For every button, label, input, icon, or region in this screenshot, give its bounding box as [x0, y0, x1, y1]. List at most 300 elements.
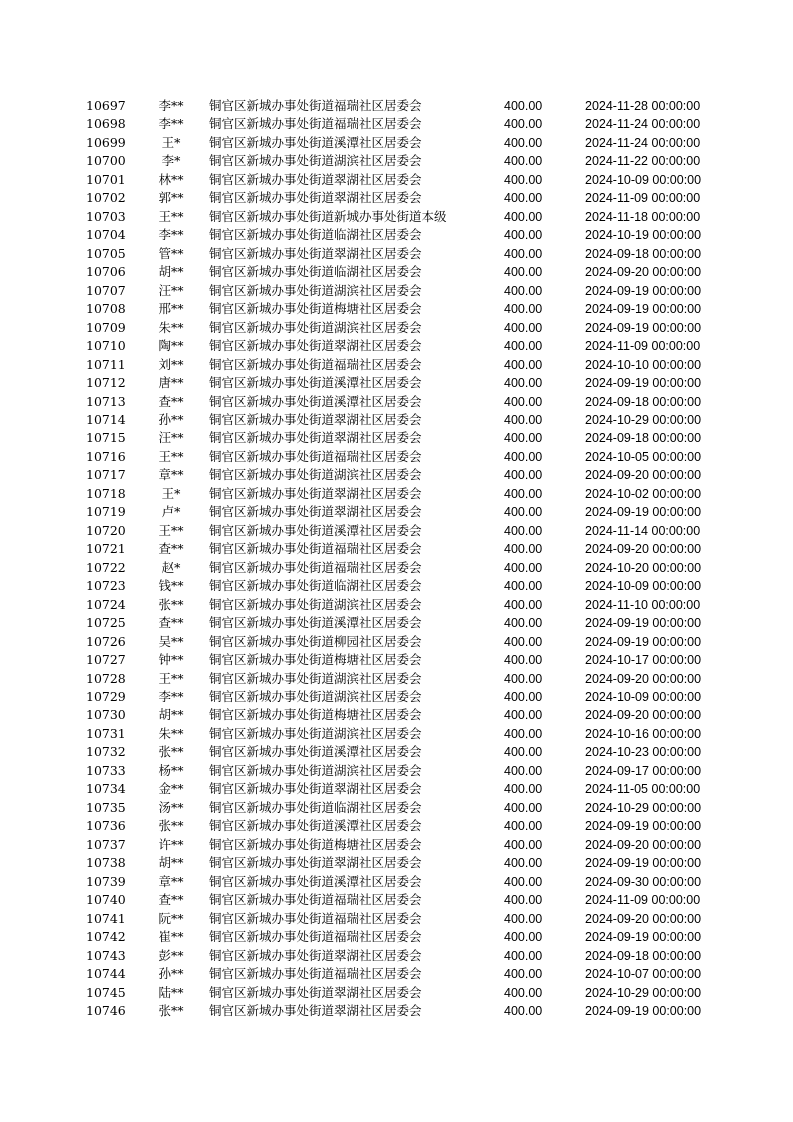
amount: 400.00 — [504, 246, 543, 261]
amount: 400.00 — [504, 653, 543, 668]
date: 2024-11-24 00:00:00 — [585, 135, 701, 150]
record-id: 10725 — [86, 615, 126, 631]
amount: 400.00 — [504, 376, 543, 391]
person-name: 杨** — [158, 762, 184, 778]
person-name: 王** — [158, 208, 184, 224]
record-id: 10700 — [86, 153, 126, 169]
person-name: 汪** — [158, 430, 184, 446]
date: 2024-10-09 00:00:00 — [585, 172, 702, 187]
table-row — [0, 319, 793, 337]
amount: 400.00 — [504, 283, 543, 298]
person-name: 阮** — [158, 910, 184, 926]
table-row — [0, 706, 793, 724]
date: 2024-11-14 00:00:00 — [585, 523, 701, 538]
person-name: 查** — [158, 541, 184, 557]
table-row — [0, 651, 793, 669]
person-name: 朱** — [158, 319, 184, 335]
amount: 400.00 — [504, 579, 543, 594]
amount: 400.00 — [504, 782, 543, 797]
person-name: 胡** — [158, 855, 184, 871]
amount: 400.00 — [504, 967, 543, 982]
community-organization: 铜官区新城办事处街道翠湖社区居委会 — [209, 855, 422, 871]
date: 2024-10-07 00:00:00 — [585, 967, 702, 982]
record-id: 10737 — [86, 836, 126, 852]
community-organization: 铜官区新城办事处街道梅塘社区居委会 — [209, 301, 422, 317]
amount: 400.00 — [504, 874, 543, 889]
community-organization: 铜官区新城办事处街道福瑞社区居委会 — [209, 541, 422, 557]
amount: 400.00 — [504, 819, 543, 834]
community-organization: 铜官区新城办事处街道溪潭社区居委会 — [209, 522, 422, 538]
community-organization: 铜官区新城办事处街道翠湖社区居委会 — [209, 504, 422, 520]
table-row — [0, 522, 793, 540]
record-id: 10708 — [86, 301, 126, 317]
table-row — [0, 614, 793, 632]
community-organization: 铜官区新城办事处街道翠湖社区居委会 — [209, 485, 422, 501]
amount: 400.00 — [504, 930, 543, 945]
person-name: 钱** — [158, 578, 184, 594]
community-organization: 铜官区新城办事处街道翠湖社区居委会 — [209, 411, 422, 427]
date: 2024-09-19 00:00:00 — [585, 819, 702, 834]
amount: 400.00 — [504, 486, 543, 501]
community-organization: 铜官区新城办事处街道翠湖社区居委会 — [209, 947, 422, 963]
table-row — [0, 947, 793, 965]
community-organization: 铜官区新城办事处街道梅塘社区居委会 — [209, 652, 422, 668]
person-name: 王** — [158, 670, 184, 686]
community-organization: 铜官区新城办事处街道福瑞社区居委会 — [209, 910, 422, 926]
record-id: 10744 — [86, 966, 126, 982]
community-organization: 铜官区新城办事处街道溪潭社区居委会 — [209, 744, 422, 760]
table-row — [0, 503, 793, 521]
amount: 400.00 — [504, 505, 543, 520]
person-name: 陆** — [158, 984, 184, 1000]
community-organization: 铜官区新城办事处街道翠湖社区居委会 — [209, 1002, 422, 1018]
date: 2024-09-19 00:00:00 — [585, 283, 702, 298]
table-row — [0, 891, 793, 909]
table-row — [0, 448, 793, 466]
community-organization: 铜官区新城办事处街道临湖社区居委会 — [209, 799, 422, 815]
date: 2024-10-16 00:00:00 — [585, 726, 702, 741]
person-name: 邢** — [158, 301, 184, 317]
table-row — [0, 780, 793, 798]
community-organization: 铜官区新城办事处街道翠湖社区居委会 — [209, 245, 422, 261]
community-organization: 铜官区新城办事处街道福瑞社区居委会 — [209, 116, 422, 132]
person-name: 李** — [158, 689, 184, 704]
record-id: 10710 — [86, 338, 126, 354]
person-name: 李** — [158, 98, 184, 113]
community-organization: 铜官区新城办事处街道湖滨社区居委会 — [209, 762, 422, 778]
person-name: 吴** — [158, 633, 184, 649]
amount: 400.00 — [504, 634, 543, 649]
table-row — [0, 282, 793, 300]
amount: 400.00 — [504, 690, 543, 704]
community-organization: 铜官区新城办事处街道福瑞社区居委会 — [209, 448, 422, 464]
community-organization: 铜官区新城办事处街道临湖社区居委会 — [209, 264, 422, 280]
person-name: 钟** — [158, 652, 184, 668]
record-id: 10720 — [86, 522, 126, 538]
community-organization: 铜官区新城办事处街道翠湖社区居委会 — [209, 781, 422, 797]
date: 2024-10-05 00:00:00 — [585, 449, 702, 464]
date: 2024-09-18 00:00:00 — [585, 948, 702, 963]
record-id: 10718 — [86, 485, 126, 501]
record-id: 10738 — [86, 855, 126, 871]
amount: 400.00 — [504, 726, 543, 741]
amount: 400.00 — [504, 893, 543, 908]
record-id: 10734 — [86, 781, 126, 797]
date: 2024-09-19 00:00:00 — [585, 505, 702, 520]
person-name: 彭** — [158, 947, 184, 963]
amount: 400.00 — [504, 763, 543, 778]
table-row — [0, 134, 793, 152]
date: 2024-10-29 00:00:00 — [585, 412, 702, 427]
table-row — [0, 854, 793, 872]
date: 2024-09-19 00:00:00 — [585, 320, 702, 335]
community-organization: 铜官区新城办事处街道梅塘社区居委会 — [209, 707, 422, 723]
date: 2024-09-19 00:00:00 — [585, 856, 702, 871]
community-organization: 铜官区新城办事处街道湖滨社区居委会 — [209, 319, 422, 335]
record-id: 10739 — [86, 873, 126, 889]
amount: 400.00 — [504, 856, 543, 871]
record-id: 10714 — [86, 411, 126, 427]
table-row — [0, 245, 793, 263]
date: 2024-11-05 00:00:00 — [585, 782, 701, 797]
table-row — [0, 393, 793, 411]
record-id: 10743 — [86, 947, 126, 963]
table-row — [0, 910, 793, 928]
record-id: 10742 — [86, 929, 126, 945]
record-id: 10715 — [86, 430, 126, 446]
date: 2024-11-22 00:00:00 — [585, 154, 701, 169]
community-organization: 铜官区新城办事处街道湖滨社区居委会 — [209, 153, 422, 169]
table-row — [0, 743, 793, 761]
person-name: 张** — [158, 1002, 184, 1018]
date: 2024-09-19 00:00:00 — [585, 634, 702, 649]
date: 2024-09-18 00:00:00 — [585, 246, 702, 261]
date: 2024-10-23 00:00:00 — [585, 745, 702, 760]
community-organization: 铜官区新城办事处街道湖滨社区居委会 — [209, 725, 422, 741]
record-id: 10712 — [86, 375, 126, 391]
amount: 400.00 — [504, 209, 543, 224]
date: 2024-09-19 00:00:00 — [585, 376, 702, 391]
community-organization: 铜官区新城办事处街道梅塘社区居委会 — [209, 836, 422, 852]
community-organization: 铜官区新城办事处街道福瑞社区居委会 — [209, 966, 422, 982]
record-id: 10733 — [86, 762, 126, 778]
community-organization: 铜官区新城办事处街道临湖社区居委会 — [209, 578, 422, 594]
record-id: 10727 — [86, 652, 126, 668]
table-row — [0, 485, 793, 503]
amount: 400.00 — [504, 616, 543, 631]
table-row — [0, 374, 793, 392]
table-row — [0, 466, 793, 484]
table-row — [0, 540, 793, 558]
record-id: 10722 — [86, 559, 126, 575]
date: 2024-09-20 00:00:00 — [585, 911, 702, 926]
date: 2024-09-20 00:00:00 — [585, 708, 702, 723]
person-name: 孙** — [158, 966, 184, 982]
amount: 400.00 — [504, 708, 543, 723]
amount: 400.00 — [504, 394, 543, 409]
record-id: 10706 — [86, 264, 126, 280]
record-id: 10732 — [86, 744, 126, 760]
table-row — [0, 337, 793, 355]
date: 2024-09-20 00:00:00 — [585, 468, 702, 483]
table-row — [0, 873, 793, 891]
date: 2024-09-18 00:00:00 — [585, 394, 702, 409]
table-row — [0, 836, 793, 854]
table-row — [0, 688, 793, 706]
person-name: 王* — [161, 485, 181, 501]
date: 2024-11-09 00:00:00 — [585, 339, 701, 354]
table-row — [0, 171, 793, 189]
person-name: 张** — [158, 744, 184, 760]
date: 2024-10-09 00:00:00 — [585, 690, 702, 704]
community-organization: 铜官区新城办事处街道新城办事处街道本级 — [209, 208, 447, 224]
table-row — [0, 429, 793, 447]
record-id: 10730 — [86, 707, 126, 723]
record-id: 10707 — [86, 282, 126, 298]
date: 2024-09-17 00:00:00 — [585, 763, 702, 778]
record-id: 10741 — [86, 910, 126, 926]
record-id: 10713 — [86, 393, 126, 409]
record-id: 10735 — [86, 799, 126, 815]
amount: 400.00 — [504, 117, 543, 132]
person-name: 汤** — [158, 799, 184, 815]
amount: 400.00 — [504, 172, 543, 187]
community-organization: 铜官区新城办事处街道福瑞社区居委会 — [209, 929, 422, 945]
table-row — [0, 263, 793, 281]
person-name: 卢* — [161, 504, 181, 520]
table-row — [0, 152, 793, 170]
date: 2024-10-29 00:00:00 — [585, 985, 702, 1000]
amount: 400.00 — [504, 837, 543, 852]
amount: 400.00 — [504, 339, 543, 354]
person-name: 章** — [158, 467, 184, 483]
date: 2024-11-24 00:00:00 — [585, 117, 701, 132]
amount: 400.00 — [504, 542, 543, 557]
person-name: 赵* — [161, 559, 181, 575]
community-organization: 铜官区新城办事处街道临湖社区居委会 — [209, 227, 422, 243]
record-id: 10726 — [86, 633, 126, 649]
table-row — [0, 762, 793, 780]
date: 2024-10-19 00:00:00 — [585, 228, 702, 243]
amount: 400.00 — [504, 523, 543, 538]
person-name: 张** — [158, 818, 184, 834]
amount: 400.00 — [504, 412, 543, 427]
amount: 400.00 — [504, 800, 543, 815]
amount: 400.00 — [504, 357, 543, 372]
date: 2024-10-20 00:00:00 — [585, 560, 702, 575]
date: 2024-09-20 00:00:00 — [585, 837, 702, 852]
record-id: 10701 — [86, 171, 126, 187]
community-organization: 铜官区新城办事处街道福瑞社区居委会 — [209, 98, 422, 113]
table-row — [0, 115, 793, 133]
table-row — [0, 577, 793, 595]
date: 2024-10-17 00:00:00 — [585, 653, 702, 668]
table-row — [0, 799, 793, 817]
person-name: 郭** — [158, 190, 184, 206]
date: 2024-09-18 00:00:00 — [585, 431, 702, 446]
amount: 400.00 — [504, 560, 543, 575]
record-id: 10731 — [86, 725, 126, 741]
person-name: 陶** — [158, 338, 184, 354]
record-id: 10745 — [86, 984, 126, 1000]
community-organization: 铜官区新城办事处街道湖滨社区居委会 — [209, 689, 422, 704]
person-name: 刘** — [158, 356, 184, 372]
person-name: 章** — [158, 873, 184, 889]
person-name: 王** — [158, 522, 184, 538]
person-name: 金** — [158, 781, 184, 797]
date: 2024-11-09 00:00:00 — [585, 893, 701, 908]
date: 2024-10-09 00:00:00 — [585, 579, 702, 594]
table-row — [0, 208, 793, 226]
record-id: 10703 — [86, 208, 126, 224]
date: 2024-11-18 00:00:00 — [585, 209, 701, 224]
person-name: 查** — [158, 892, 184, 908]
table-row — [0, 965, 793, 983]
record-id: 10721 — [86, 541, 126, 557]
community-organization: 铜官区新城办事处街道翠湖社区居委会 — [209, 984, 422, 1000]
date: 2024-09-20 00:00:00 — [585, 265, 702, 280]
record-table — [0, 97, 793, 1020]
community-organization: 铜官区新城办事处街道翠湖社区居委会 — [209, 190, 422, 206]
table-row — [0, 189, 793, 207]
community-organization: 铜官区新城办事处街道湖滨社区居委会 — [209, 282, 422, 298]
date: 2024-11-09 00:00:00 — [585, 191, 701, 206]
table-row — [0, 817, 793, 835]
date: 2024-10-10 00:00:00 — [585, 357, 702, 372]
community-organization: 铜官区新城办事处街道福瑞社区居委会 — [209, 356, 422, 372]
record-id: 10728 — [86, 670, 126, 686]
amount: 400.00 — [504, 671, 543, 686]
date: 2024-09-20 00:00:00 — [585, 542, 702, 557]
person-name: 许** — [158, 836, 184, 852]
record-id: 10717 — [86, 467, 126, 483]
table-row — [0, 670, 793, 688]
record-id: 10724 — [86, 596, 126, 612]
table-row — [0, 633, 793, 651]
table-row — [0, 226, 793, 244]
amount: 400.00 — [504, 911, 543, 926]
record-id: 10704 — [86, 227, 126, 243]
person-name: 张** — [158, 596, 184, 612]
record-id: 10716 — [86, 448, 126, 464]
person-name: 王** — [158, 448, 184, 464]
record-id: 10729 — [86, 689, 126, 704]
record-id: 10723 — [86, 578, 126, 594]
amount: 400.00 — [504, 320, 543, 335]
table-row — [0, 1002, 793, 1020]
community-organization: 铜官区新城办事处街道湖滨社区居委会 — [209, 670, 422, 686]
amount: 400.00 — [504, 228, 543, 243]
community-organization: 铜官区新城办事处街道溪潭社区居委会 — [209, 134, 422, 150]
community-organization: 铜官区新城办事处街道翠湖社区居委会 — [209, 171, 422, 187]
person-name: 汪** — [158, 282, 184, 298]
record-id: 10746 — [86, 1002, 126, 1018]
amount: 400.00 — [504, 449, 543, 464]
person-name: 胡** — [158, 264, 184, 280]
amount: 400.00 — [504, 745, 543, 760]
date: 2024-11-10 00:00:00 — [585, 597, 701, 612]
community-organization: 铜官区新城办事处街道溪潭社区居委会 — [209, 615, 422, 631]
person-name: 李** — [158, 227, 184, 243]
amount: 400.00 — [504, 985, 543, 1000]
date: 2024-11-28 00:00:00 — [585, 99, 701, 113]
person-name: 林** — [158, 171, 184, 187]
table-row — [0, 356, 793, 374]
community-organization: 铜官区新城办事处街道溪潭社区居委会 — [209, 393, 422, 409]
person-name: 王* — [161, 134, 181, 150]
community-organization: 铜官区新城办事处街道翠湖社区居委会 — [209, 338, 422, 354]
community-organization: 铜官区新城办事处街道溪潭社区居委会 — [209, 375, 422, 391]
amount: 400.00 — [504, 154, 543, 169]
date: 2024-10-29 00:00:00 — [585, 800, 702, 815]
date: 2024-09-20 00:00:00 — [585, 671, 702, 686]
amount: 400.00 — [504, 135, 543, 150]
amount: 400.00 — [504, 468, 543, 483]
table-row — [0, 559, 793, 577]
person-name: 查** — [158, 615, 184, 631]
community-organization: 铜官区新城办事处街道溪潭社区居委会 — [209, 873, 422, 889]
date: 2024-09-19 00:00:00 — [585, 616, 702, 631]
amount: 400.00 — [504, 431, 543, 446]
amount: 400.00 — [504, 597, 543, 612]
person-name: 崔** — [158, 929, 184, 945]
record-id: 10705 — [86, 245, 126, 261]
date: 2024-09-19 00:00:00 — [585, 1003, 702, 1018]
table-row — [0, 97, 793, 115]
amount: 400.00 — [504, 948, 543, 963]
table-row — [0, 596, 793, 614]
person-name: 李** — [158, 116, 184, 132]
record-id: 10702 — [86, 190, 126, 206]
table-row — [0, 928, 793, 946]
date: 2024-09-30 00:00:00 — [585, 874, 702, 889]
person-name: 唐** — [158, 375, 184, 391]
record-id: 10711 — [86, 356, 126, 372]
table-row — [0, 300, 793, 318]
community-organization: 铜官区新城办事处街道溪潭社区居委会 — [209, 818, 422, 834]
person-name: 朱** — [158, 725, 184, 741]
date: 2024-09-19 00:00:00 — [585, 930, 702, 945]
community-organization: 铜官区新城办事处街道湖滨社区居委会 — [209, 467, 422, 483]
amount: 400.00 — [504, 302, 543, 317]
person-name: 查** — [158, 393, 184, 409]
person-name: 孙** — [158, 411, 184, 427]
record-id: 10698 — [86, 116, 126, 132]
amount: 400.00 — [504, 1003, 543, 1018]
table-row — [0, 984, 793, 1002]
community-organization: 铜官区新城办事处街道柳园社区居委会 — [209, 633, 422, 649]
table-row — [0, 411, 793, 429]
date: 2024-09-19 00:00:00 — [585, 302, 702, 317]
person-name: 李* — [161, 153, 181, 169]
community-organization: 铜官区新城办事处街道湖滨社区居委会 — [209, 596, 422, 612]
amount: 400.00 — [504, 265, 543, 280]
record-id: 10699 — [86, 134, 126, 150]
record-id: 10719 — [86, 504, 126, 520]
record-id: 10740 — [86, 892, 126, 908]
record-id: 10709 — [86, 319, 126, 335]
person-name: 胡** — [158, 707, 184, 723]
amount: 400.00 — [504, 99, 543, 113]
table-row — [0, 725, 793, 743]
record-id: 10736 — [86, 818, 126, 834]
date: 2024-10-02 00:00:00 — [585, 486, 702, 501]
person-name: 管** — [158, 245, 184, 261]
record-id: 10697 — [86, 98, 126, 113]
community-organization: 铜官区新城办事处街道福瑞社区居委会 — [209, 892, 422, 908]
community-organization: 铜官区新城办事处街道福瑞社区居委会 — [209, 559, 422, 575]
community-organization: 铜官区新城办事处街道翠湖社区居委会 — [209, 430, 422, 446]
